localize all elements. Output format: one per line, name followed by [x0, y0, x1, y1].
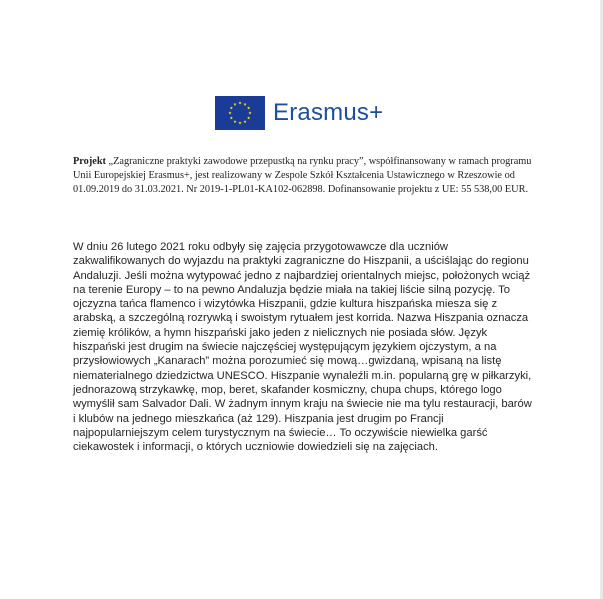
- erasmus-brand-text: Erasmus+: [273, 99, 384, 126]
- project-info: [73, 155, 535, 197]
- project-description: „Zagraniczne praktyki zawodowe przepustką na rynku pracy”, współfinansowany w ramach programu Unii Europejskiej Erasmus+, jest realizowany w Zespole Szkół Kształcenia Ustawicznego w Rzeszowie od 01.09.2019 do 31.03.2021. Nr 2019-1-PL01-KA102-062898. Dofinansowanie projektu z UE: 55 538,00 EUR.: [73, 156, 532, 195]
- project-label: Projekt: [73, 156, 106, 167]
- eu-flag-icon: [215, 96, 265, 130]
- erasmus-logo: [215, 96, 383, 130]
- article-body: W dniu 26 lutego 2021 roku odbyły się zajęcia przygotowawcze dla uczniów zakwalifikowanych do wyjazdu na praktyki zagraniczne do Hiszpanii, a uściślając do regionu Andaluzji. Jeśli można wytypować jedno z najbardziej orientalnych miejsc, położonych wciąż na terenie Europy – to na pewno Andaluzja będzie miała na takiej liście silną pozycję. To ojczyzna tańca flamenco i wizytówka Hiszpanii, gdzie kultura hiszpańska miesza się z arabską, a szczególną rozrywką i swoistym rytuałem jest korrida. Nazwa Hiszpania oznacza ziemię królików, a hymn hiszpański jako jeden z nielicznych nie posiada słów. Język hiszpański jest drugim na świecie najczęściej występującym językiem ojczystym, a na przysłowiowych „Kanarach” można porozumieć się mową…gwizdaną, wpisaną na listę niematerialnego dziedzictwa UNESCO. Hiszpanie wynaleźli m.in. popularną grę w piłkarzyki, jednorazową strzykawkę, mop, beret, skafander kosmiczny, chupa chups, którego logo wymyślił sam Salvador Dali. W żadnym innym kraju na świecie nie ma tylu restauracji, barów i klubów na jednego mieszkańca (aż 129). Hiszpania jest drugim po Francji najpopularniejszym celem turystycznym na świecie… To oczywiście niewielka garść ciekawostek i informacji, o których uczniowie dowiedzieli się na zajęciach.: [73, 241, 532, 454]
